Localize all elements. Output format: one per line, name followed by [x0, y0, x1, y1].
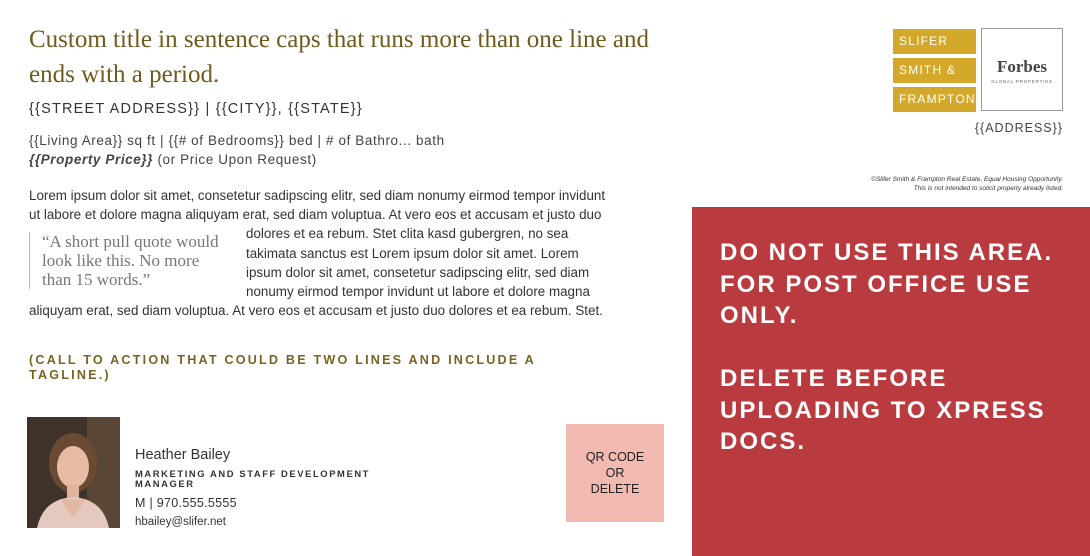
logo-smith: SMITH & — [893, 58, 976, 83]
body-text-intro: Lorem ipsum dolor sit amet, consetetur sadipscing elitr, sed diam nonumy eirmod tempor invidunt ut labore et dolore magna aliquyam erat, sed diam voluptua. At vero — [29, 188, 606, 223]
agent-photo — [27, 417, 120, 528]
property-stats — [29, 131, 445, 169]
agent-phone: M | 970.555.5555 — [135, 496, 237, 510]
logo-slifer: SLIFER — [893, 29, 976, 54]
agent-name: Heather Bailey — [135, 447, 231, 463]
forbes-subtitle: GLOBAL PROPERTIES — [991, 79, 1053, 84]
qr-code-placeholder — [566, 424, 664, 522]
property-price: {{Property Price}} — [29, 152, 154, 167]
post-office-area — [692, 207, 1090, 556]
forbes-wordmark: Forbes — [996, 57, 1048, 76]
disclaimer-line-2: This is not intended to solicit property already listed. — [913, 185, 1063, 192]
portrait-image — [27, 417, 120, 528]
post-office-warning: DO NOT USE THIS AREA. FOR POST OFFICE USE ONLY. — [720, 239, 1054, 329]
forbes-logo — [981, 28, 1063, 111]
qr-placeholder-label: QR CODE OR DELETE — [585, 450, 645, 496]
property-specs: {{Living Area}} sq ft | {{# of Bedrooms}} bed | # of Bathro... bath — [29, 133, 445, 148]
pull-quote: “A short pull quote would look like this. No more than 15 words.” — [29, 232, 232, 289]
agent-title: MARKETING AND STAFF DEVELOPMENT MANAGER — [135, 468, 371, 489]
post-office-delete-note: DELETE BEFORE UPLOADING TO XPRESS DOCS. — [720, 365, 1046, 455]
postcard-title: Custom title in sentence caps that runs more than one line and ends with a period. — [29, 26, 649, 88]
agent-email[interactable]: hbailey@slifer.net — [135, 516, 226, 528]
office-address: {{ADDRESS}} — [974, 121, 1063, 135]
call-to-action: (CALL TO ACTION THAT COULD BE TWO LINES AND INCLUDE A TAGLINE.) — [29, 353, 536, 382]
body-text-continued: eos et accusam et justo duo dolores et ea rebum. Stet clita kasd gubergren, no sea takimata sanctus est Lorem ipsum dolor sit amet. Lorem ipsum dolor sit amet, consetetur sadipscing elitr, sed diam nonumy eirmod tempor invidunt ut labore et dolore magna aliquyam erat, sed diam voluptua. At vero eos et accusam et justo duo dolores et ea rebum. Stet. — [29, 207, 603, 319]
property-address: {{STREET ADDRESS}} | {{CITY}}, {{STATE}} — [29, 101, 363, 117]
disclaimer-line-1: ©Slifer Smith & Frampton Real Estate, Equal Housing Opportunity. — [871, 176, 1063, 183]
body-copy — [29, 186, 614, 320]
post-office-notice — [720, 237, 1060, 458]
property-price-line — [29, 150, 445, 169]
logo-frampton: FRAMPTON — [893, 87, 976, 112]
legal-disclaimer — [780, 175, 1063, 193]
price-suffix: (or Price Upon Request) — [153, 152, 317, 167]
